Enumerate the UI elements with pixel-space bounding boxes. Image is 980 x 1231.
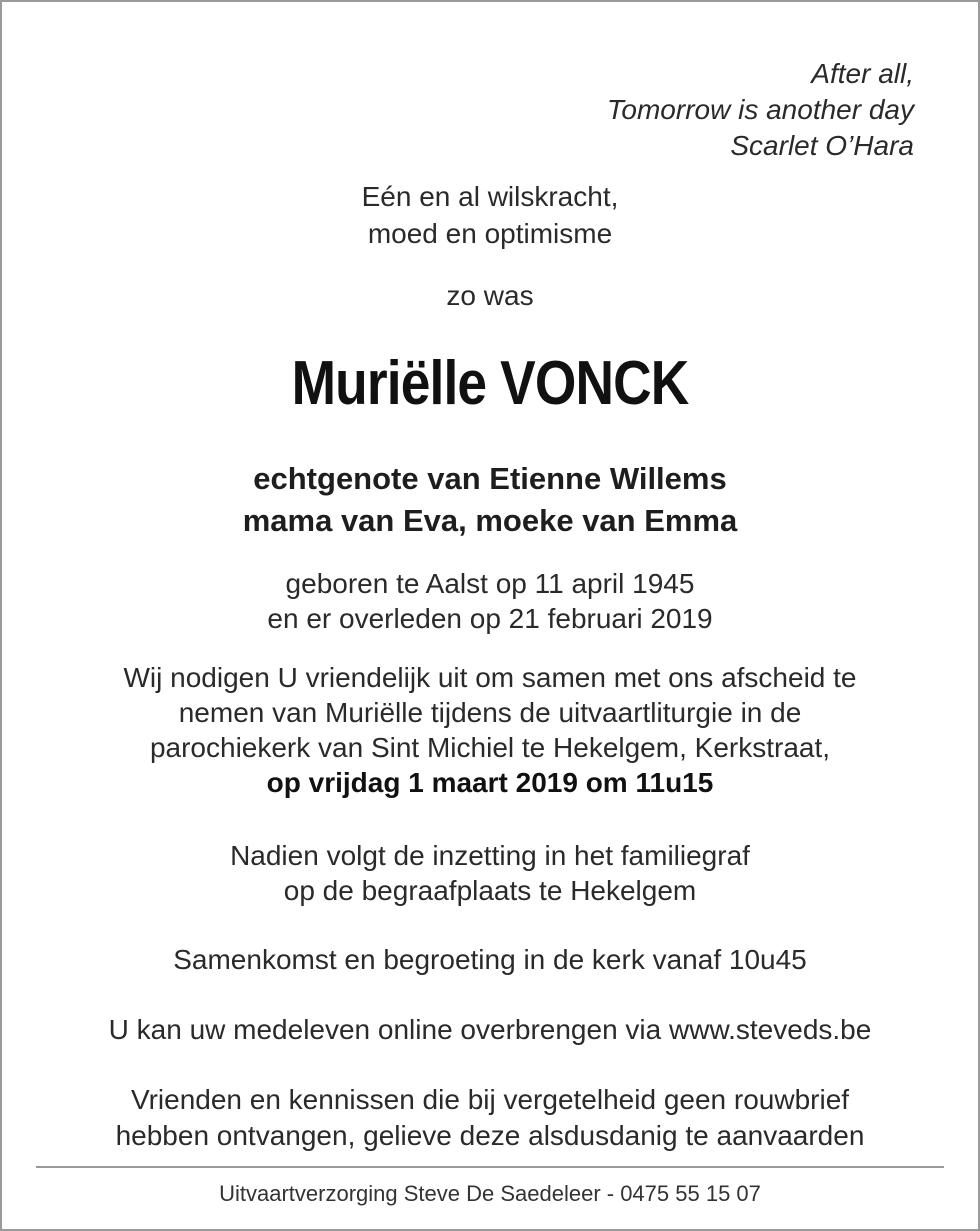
burial-notice: [2, 838, 978, 908]
death-line: en er overleden op 21 februari 2019: [267, 603, 713, 634]
motto: [2, 178, 978, 252]
relation-line: echtgenote van Etienne Willems: [253, 461, 727, 496]
invitation-line: parochiekerk van Sint Michiel te Hekelgem, Kerkstraat,: [149, 732, 831, 763]
funeral-datetime: op vrijdag 1 maart 2019 om 11u15: [266, 767, 714, 798]
motto-line: Eén en al wilskracht,: [361, 181, 619, 212]
invitation-line: Wij nodigen U vriendelijk uit om samen met ons afscheid te: [123, 662, 857, 693]
life-dates: [2, 566, 978, 636]
quote-author: Scarlet O’Hara: [730, 130, 914, 161]
friends-line: hebben ontvangen, gelieve deze alsdusdanig te aanvaarden: [115, 1120, 865, 1151]
deceased-name: Muriëlle VONCK: [291, 349, 689, 418]
burial-line: Nadien volgt de inzetting in het familiegraf: [230, 840, 750, 871]
quote-line: Tomorrow is another day: [606, 94, 914, 125]
intro-text: zo was: [446, 280, 534, 311]
relation-line: mama van Eva, moeke van Emma: [242, 503, 738, 538]
online-condolence: U kan uw medeleven online overbrengen via www.steveds.be: [108, 1014, 872, 1045]
family-relations: [2, 458, 978, 542]
motto-line: moed en optimisme: [367, 218, 613, 249]
footer-divider: [36, 1166, 944, 1168]
friends-notice: [2, 1082, 978, 1154]
invitation-line: nemen van Muriëlle tijdens de uitvaartliturgie in de: [178, 697, 802, 728]
quote-line: After all,: [811, 58, 914, 89]
gathering-notice: Samenkomst en begroeting in de kerk vanaf 10u45: [173, 944, 807, 975]
funeral-invitation: [2, 660, 978, 800]
birth-line: geboren te Aalst op 11 april 1945: [285, 568, 695, 599]
funeral-director-footer: Uitvaartverzorging Steve De Saedeleer - 0475 55 15 07: [219, 1181, 761, 1206]
friends-line: Vrienden en kennissen die bij vergetelheid geen rouwbrief: [130, 1084, 850, 1115]
burial-line: op de begraafplaats te Hekelgem: [283, 875, 697, 906]
epigraph-quote: [607, 56, 914, 164]
